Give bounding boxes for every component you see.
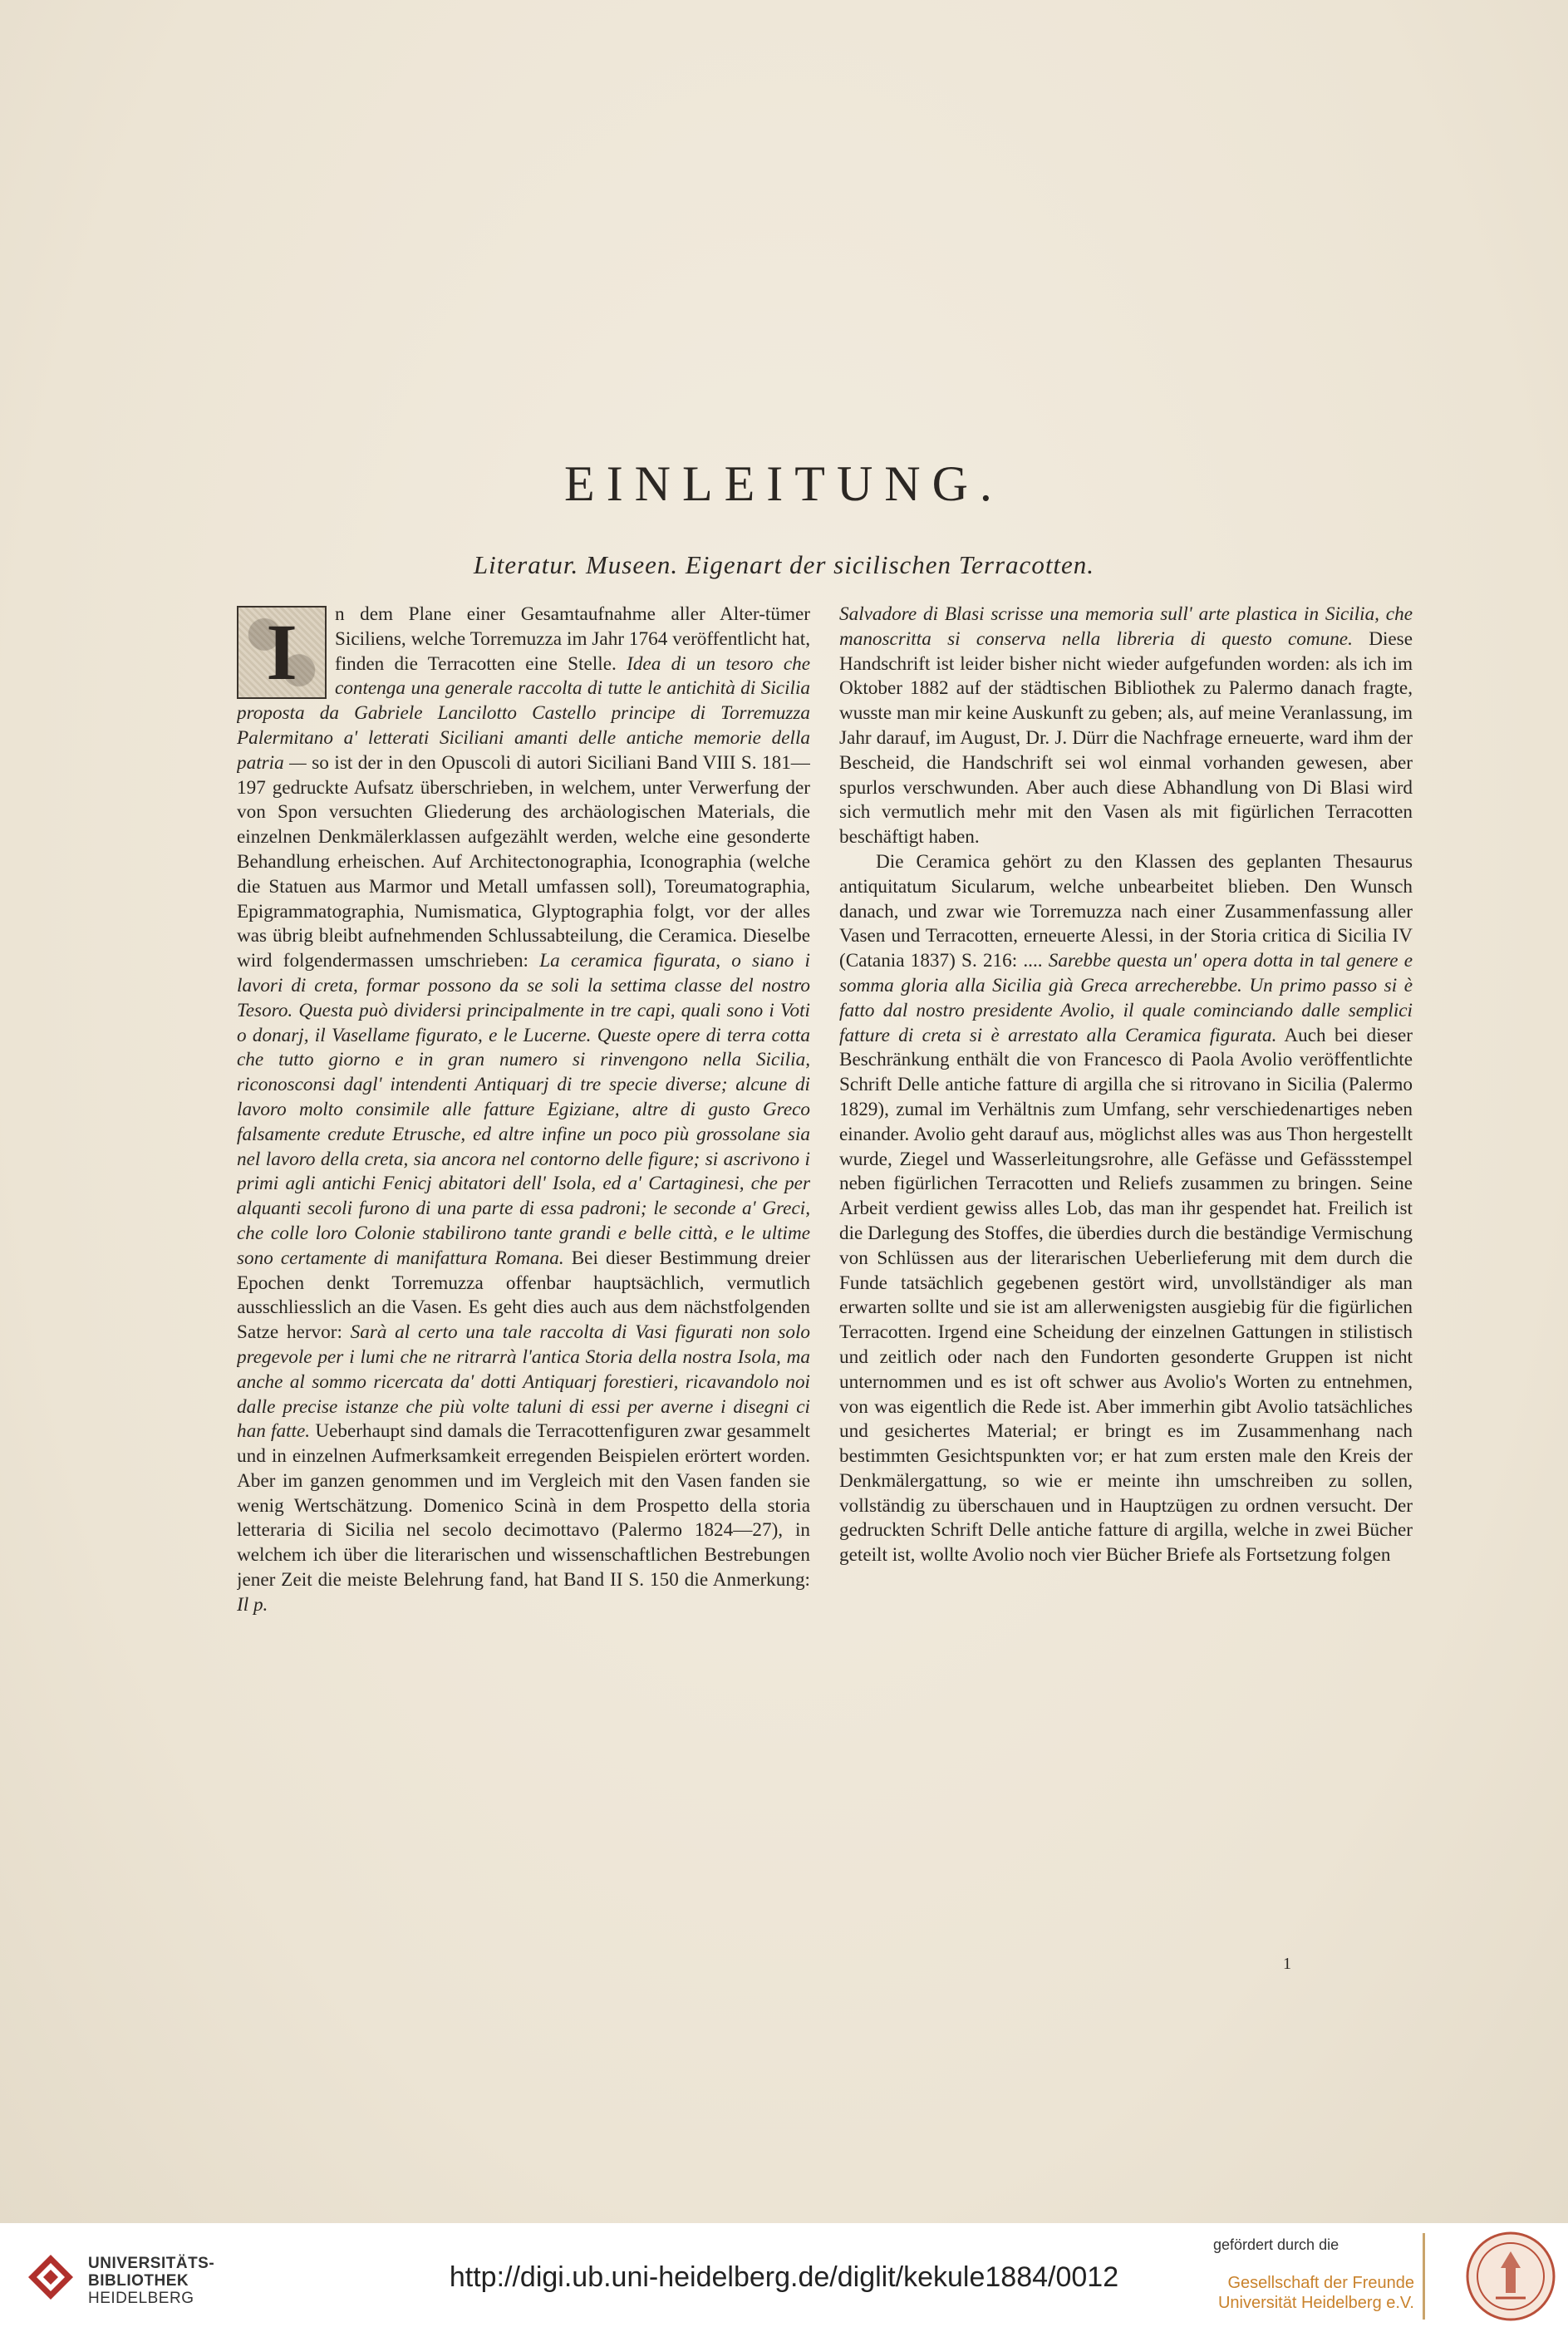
text-run: Auch bei dieser Beschränkung enthält die von Francesco di Paola Avolio veröffentlichte Schrift Delle antiche fatture di argilla che si ritrovano in Sicilia (Palermo 1829), zumal im Verhältnis zum Umfang, sehr verschiedenartiges neben einander. Avolio geht darauf aus, möglichst alles was aus Thon hergestellt wurde, Ziegel und Wasserleitungsrohre, alle Gefässe und Gefässstempel neben figürlichen Terracotten und Reliefs zusammen zu bringen. Seine Arbeit verdient gewiss alles Lob, das man ihr gespendet hat. Freilich ist die Darlegung des Stoffes, die überdies durch die beständige Vermischung von Schlüssen aus der literarischen Ueberlieferung mit dem durch die Funde tatsächlich gegebenen gestört wird, unvollständiger als man erwarten sollte und sie ist am allerwenigsten ausgiebig für die figürlichen Terracotten. Irgend eine Scheidung der einzelnen Gattungen in stilistisch und zeitlich oder nach den Fundorten gesonderte Gruppen ist nicht unternommen und es ist oft schwer aus Avolio's Worten zu entnehmen, von was eigentlich die Rede ist. Aber immerhin gibt Avolio tatsächliches und gesichertes Material; er bringt es im Zusammenhang nach bestimmten Gesichtspunkten vor; er hat zum ersten male den Kreis der Denkmälergattung, so wie er meinte ihn umschreiben zu sollen, vollständig zu überschauen und in Hauptzügen zu ordnen versucht. Der gedruckten Schrift Delle antiche fatture di argilla, welche in zwei Bücher geteilt ist, wollte Avolio noch vier Bücher Briefe als Fortsetzung folgen: [839, 1024, 1413, 1567]
digitization-footer: [0, 2223, 1568, 2332]
library-name-line: BIBLIOTHEK: [88, 2272, 189, 2290]
text-run: Ueberhaupt sind damals die Terracottenfiguren zwar gesammelt und in einzelnen Aufmerksamkeit erregenden Beispielen erörtert worden. Aber im ganzen genommen und im Vergleich mit den Vasen fanden sie wenig Wertschätzung. Domenico Scinà in dem Prospetto della storia letteraria di Sicilia nel secolo decimottavo (Palermo 1824—27), in welchem ich über die literarischen und wissenschaftlichen Bestrebungen jener Zeit die meiste Belehrung fand, hat Band II S. 150 die Anmerkung:: [237, 1420, 810, 1592]
sponsor-divider: [1423, 2233, 1425, 2320]
sponsor-name: [1215, 2273, 1414, 2313]
page-subtitle: Literatur. Museen. Eigenart der sicilischen Terracotten.: [473, 550, 1095, 579]
text-run: n dem Plane einer Gesamtaufnahme aller Alter-tümer Siciliens, welche Torremuzza im Jahr 1764 veröffentlicht hat, finden die Terracotten eine Stelle.: [335, 603, 810, 675]
right-column: [839, 603, 1413, 1957]
sponsor-name-line: Gesellschaft der Freunde: [1227, 2274, 1414, 2292]
italic-quote: Idea di un tesoro che contenga una generale raccolta di tutte le antichità di Sicilia proposta da Gabriele Lancilotto Castello principe di Torremuzza Palermitano a' letterati Siciliani amanti delle antiche memorie della patria —: [237, 652, 810, 774]
text-run: Diese Handschrift ist leider bisher nicht wieder aufgefunden worden: als ich im Oktober 1882 auf der städtischen Bibliothek zu Palermo danach fragte, wusste man mir keine Auskunft zu geben; als, auf meine Veranlassung, im Jahr darauf, im August, Dr. J. Dürr die Nachfrage erneuerte, ward ihm der Bescheid, die Handschrift sei wol einmal vorhanden gewesen, aber spurlos verschwunden. Aber auch diese Abhandlung von Di Blasi wird sich vermutlich mehr mit den Vasen als mit figürlichen Terracotten beschäftigt haben.: [839, 627, 1413, 849]
page-title: EINLEITUNG.: [564, 456, 1004, 511]
italic-quote: Sarà al certo una tale raccolta di Vasi figurati non solo pregevole per i lumi che ne ritrarrà l'antica Storia della nostra Isola, ma anche al sommo ricercata da' dotti Antiquarj forestieri, ricavandolo noi dalle precise istanze che più volte taluni di essi per averne i disegni ci han fatte.: [237, 1321, 810, 1443]
sponsor-name-line: Universität Heidelberg e.V.: [1217, 2294, 1414, 2312]
right-paragraph-2: [839, 850, 1413, 1568]
university-seal-icon: [1466, 2231, 1556, 2321]
text-run: Bei dieser Bestimmung dreier Epochen denkt Torremuzza offenbar hauptsächlich, vermutlich ausschliesslich an die Vasen. Es geht dies auch aus dem nächstfolgenden Satze hervor:: [237, 1247, 810, 1344]
permalink-url[interactable]: http://digi.ub.uni-heidelberg.de/diglit/kekule1884/0012: [449, 2261, 1119, 2293]
library-name-line: HEIDELBERG: [88, 2290, 194, 2307]
library-name-line: UNIVERSITÄTS-: [88, 2255, 215, 2272]
left-paragraph-1: [237, 603, 810, 1618]
right-paragraph-1: [839, 603, 1413, 850]
sponsor-label: gefördert durch die: [1213, 2236, 1339, 2253]
italic-quote: Il p.: [237, 1593, 268, 1616]
italic-quote: Salvadore di Blasi scrisse una memoria sull' arte plastica in Sicilia, che manoscritta si conserva nella libreria di questo comune.: [839, 603, 1413, 650]
text-run: Die Ceramica gehört zu den Klassen des geplanten Thesaurus antiquitatum Sicularum, welche unbearbeitet blieben. Den Wunsch danach, und zwar wie Torremuzza nach einer Zusammenfassung aller Vasen und Terracotten, erneuerte Alessi, in der Storia critica di Sicilia IV (Catania 1837) S. 216: ....: [839, 850, 1413, 972]
italic-quote: Sarebbe questa un' opera dotta in tal genere e somma gloria alla Sicilia già Greca arrecherebbe. Un primo passo si è fatto dal nostro presidente Avolio, il quale cominciando dalle semplici fatture di creta si è arrestato alla Ceramica figurata.: [839, 950, 1413, 1046]
italic-quote: La ceramica figurata, o siano i lavori di creta, formar possono da se soli la settima classe del nostro Tesoro. Questa può dividersi principalmente in tre capi, quali sono i Voti o donarj, il Vasellame figurato, e le Lucerne. Queste opere di terra cotta che tutto giorno e in gran numero si rinvengono nella Sicilia, riconosconsi dagl' intendenti Antiquarj di tre specie diverse; alcune di lavoro molto consimile alle fatture Egiziane, altre di gusto Greco falsamente credute Etrusche, ed altre infine un poco più grossolane sia nel lavoro della creta, sia ancora nel contorno delle figure; si ascrivono i primi agli antichi Fenicj abitatori dell' Isola, ed a' Cartaginesi, che per alquanti secoli furono di una parte di essa padroni; le seconde a' Greci, che colle loro Colonie stabilirono tante grandi e belle città, e le ultime sono certamente di manifattura Romana.: [237, 950, 810, 1269]
text-run: so ist der in den Opuscoli di autori Siciliani Band VIII S. 181—197 gedruckte Aufsatz überschrieben, in welchem, unter Verwerfung der von Spon versuchten Gliederung des archäologischen Materials, die einzelnen Denkmälerklassen aufgezählt werden, welche eine gesonderte Behandlung erheischen. Auf Architectonographia, Iconographia (welche die Statuen aus Marmor und Metall umfassen soll), Toreumatographia, Epigrammatographia, Numismatica, Glyptographia folgt, vor der alles was übrig bleibt aufnehmenden Schlussabteilung, die Ceramica. Dieselbe wird folgendermassen umschrieben:: [237, 751, 810, 972]
page-number: 1: [1283, 1955, 1291, 1973]
left-column: [237, 603, 810, 1957]
ornamental-initial: [237, 606, 327, 699]
initial-letter: I: [266, 608, 297, 696]
